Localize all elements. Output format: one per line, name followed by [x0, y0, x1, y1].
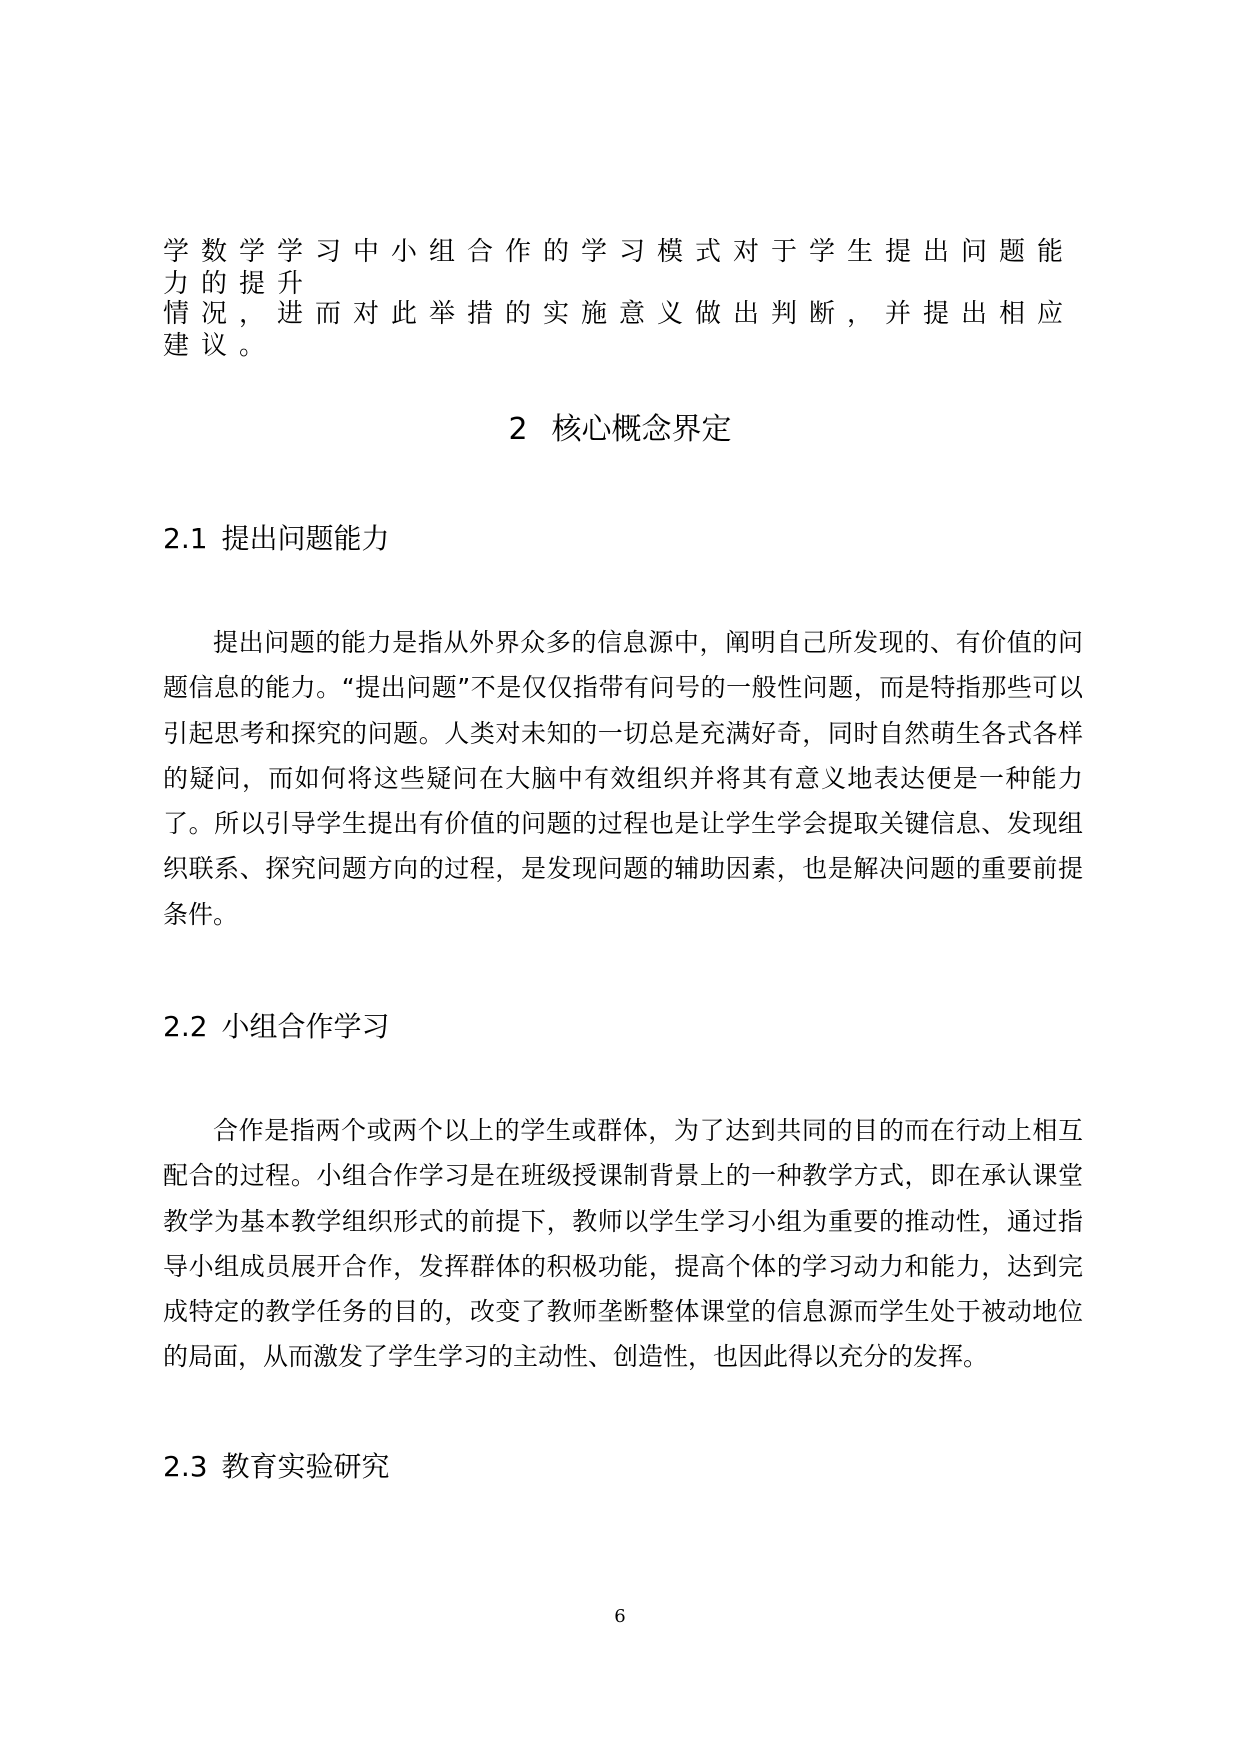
section-paragraph-2-1: 提出问题的能力是指从外界众多的信息源中，阐明自己所发现的、有价值的问题信息的能力。“提出问题”不是仅仅指带有问号的一般性问题，而是特指那些可以引起思考和探究的问题。人类对未知的一切总是充满好奇，同时自然萌生各式各样的疑问，而如何将这些疑问在大脑中有效组织并将其有意义地表达便是一种能力了。所以引导学生提出有价值的问题的过程也是让学生学会提取关键信息、发现组织联系、探究问题方向的过程，是发现问题的辅助因素，也是解决问题的重要前提条件。 [163, 628, 1083, 929]
section-number: 2.3 [163, 1450, 208, 1483]
section-heading-2-3 [163, 1450, 390, 1484]
section-paragraph-2-2: 合作是指两个或两个以上的学生或群体，为了达到共同的目的而在行动上相互配合的过程。小组合作学习是在班级授课制背景上的一种教学方式，即在承认课堂教学为基本教学组织形式的前提下，教师以学生学习小组为重要的推动性，通过指导小组成员展开合作，发挥群体的积极功能，提高个体的学习动力和能力，达到完成特定的教学任务的目的，改变了教师垄断整体课堂的信息源而学生处于被动地位的局面，从而激发了学生学习的主动性、创造性，也因此得以充分的发挥。 [163, 1116, 1083, 1372]
section-title: 提出问题能力 [221, 522, 390, 555]
continuation-line-2: 情况，进而对此举措的实施意义做出判断，并提出相应建议。 [163, 299, 1076, 361]
chapter-title: 核心概念界定 [551, 412, 732, 447]
section-title: 教育实验研究 [221, 1450, 390, 1483]
section-number: 2.2 [163, 1010, 208, 1043]
section-heading-2-1 [163, 522, 390, 556]
section-title: 小组合作学习 [221, 1010, 390, 1043]
section-heading-2-2 [163, 1010, 390, 1044]
continuation-line-1: 学数学学习中小组合作的学习模式对于学生提出问题能力的提升 [163, 237, 1076, 299]
chapter-number: 2 [508, 412, 528, 447]
page-number: 6 [614, 1606, 626, 1627]
chapter-heading [0, 412, 1240, 448]
section-number: 2.1 [163, 522, 208, 555]
